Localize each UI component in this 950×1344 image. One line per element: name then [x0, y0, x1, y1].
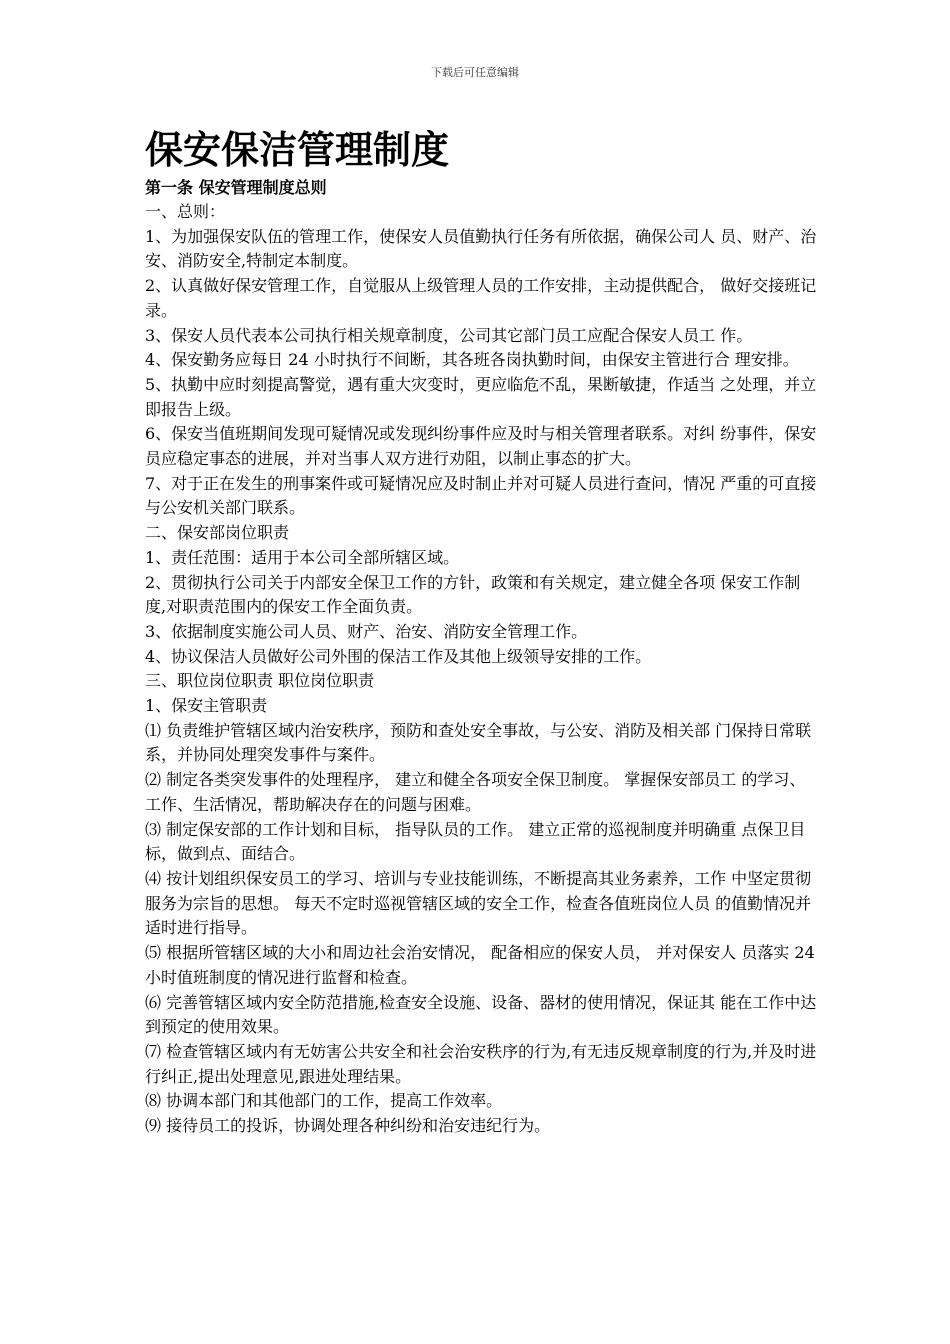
- list-item: ⑴ 负责维护管辖区域内治安秩序，预防和查处安全事故，与公安、消防及相关部 门保持日常联系，并协同处理突发事件与案件。: [145, 720, 812, 765]
- document-title: 保安保洁管理制度: [145, 128, 450, 172]
- paragraph: 4、保安勤务应每日 24 小时执行不间断，其各班各岗执勤时间，由保安主管进行合 理安排。: [145, 350, 799, 370]
- list-item: ⑹ 完善管辖区域内安全防范措施,检查安全设施、设备、器材的使用情况，保证其 能在工作中达到预定的使用效果。: [145, 992, 817, 1037]
- paragraph: 5、执勤中应时刻提高警觉，遇有重大灾变时，更应临危不乱，果断敏捷，作适当 之处理，并立即报告上级。: [145, 374, 817, 419]
- subsection-heading-supervisor: 1、保安主管职责: [145, 696, 268, 716]
- list-item: ⑻ 协调本部门和其他部门的工作，提高工作效率。: [145, 1091, 503, 1111]
- section-heading-duties: 二、保安部岗位职责: [145, 523, 290, 543]
- paragraph: 3、保安人员代表本公司执行相关规章制度，公司其它部门员工应配合保安人员工 作。: [145, 325, 753, 345]
- paragraph: 6、保安当值班期间发现可疑情况或发现纠纷事件应及时与相关管理者联系。对纠 纷事件，保安员应稳定事态的进展，并对当事人双方进行劝阻，以制止事态的扩大。: [145, 424, 817, 469]
- list-item: ⑼ 接待员工的投诉，协调处理各种纠纷和治安违纪行为。: [145, 1116, 551, 1136]
- paragraph: 1、为加强保安队伍的管理工作，使保安人员值勤执行任务有所依据，确保公司人 员、财产、治安、消防安全,特制定本制度。: [145, 226, 817, 271]
- list-item: ⑶ 制定保安部的工作计划和目标， 指导队员的工作。 建立正常的巡视制度并明确重 点保卫目标，做到点、面结合。: [145, 819, 806, 864]
- paragraph: 1、责任范围：适用于本公司全部所辖区域。: [145, 547, 460, 567]
- paragraph: 2、贯彻执行公司关于内部安全保卫工作的方针，政策和有关规定，建立健全各项 保安工作制度,对职责范围内的保安工作全面负责。: [145, 572, 801, 617]
- paragraph: 3、依据制度实施公司人员、财产、治安、消防安全管理工作。: [145, 621, 588, 641]
- list-item: ⑸ 根据所管辖区域的大小和周边社会治安情况， 配备相应的保安人员， 并对保安人 员落实 24 小时值班制度的情况进行监督和检查。: [145, 943, 815, 987]
- article-heading: 第一条 保安管理制度总则: [145, 178, 327, 197]
- section-heading-positions: 三、职位岗位职责 职位岗位职责: [145, 671, 375, 691]
- list-item: ⑵ 制定各类突发事件的处理程序， 建立和健全各项安全保卫制度。 掌握保安部员工 的学习、工作、生活情况，帮助解决存在的问题与困难。: [145, 770, 806, 814]
- paragraph: 7、对于正在发生的刑事案件或可疑情况应及时制止并对可疑人员进行查问，情况 严重的可直接与公安机关部门联系。: [145, 473, 817, 518]
- paragraph: 4、协议保洁人员做好公司外围的保洁工作及其他上级领导安排的工作。: [145, 646, 652, 666]
- paragraph: 2、认真做好保安管理工作，自觉服从上级管理人员的工作安排，主动提供配合， 做好交接班记录。: [145, 276, 817, 320]
- page-header-note: 下载后可任意编辑: [431, 66, 519, 79]
- document-body: [145, 124, 817, 1139]
- section-heading-general: 一、总则：: [145, 202, 226, 221]
- list-item: ⑺ 检查管辖区域内有无妨害公共安全和社会治安秩序的行为,有无违反规章制度的行为,并及时进行纠正,提出处理意见,跟进处理结果。: [145, 1041, 817, 1086]
- paragraph-list: [145, 200, 817, 1139]
- list-item: ⑷ 按计划组织保安员工的学习、培训与专业技能训练，不断提高其业务素养，工作 中坚定贯彻服务为宗旨的思想。 每天不定时巡视管辖区域的安全工作，检查各值班岗位人员 的值勤情况并适时进行指导。: [145, 868, 812, 938]
